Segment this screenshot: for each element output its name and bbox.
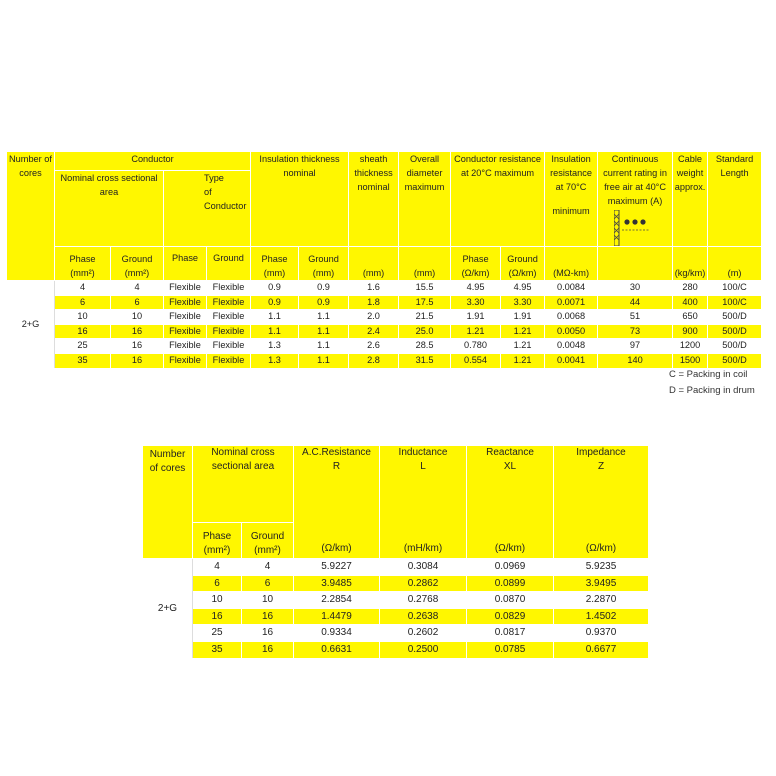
table-cell: Flexible [164, 353, 207, 368]
cable-specification-table [6, 151, 762, 369]
header-number-of-cores: Number of cores [143, 446, 193, 559]
table-cell: 10 [111, 310, 164, 325]
table-cell: 28.5 [399, 339, 451, 354]
table-cell: 21.5 [399, 310, 451, 325]
table-cell: 1.4502 [554, 608, 649, 625]
table-cell: 0.554 [451, 353, 501, 368]
table-cell: 4 [193, 559, 242, 576]
table-cell: Flexible [164, 295, 207, 310]
subheader-diameter-unit: (mm) [399, 247, 451, 281]
table-row [7, 281, 762, 296]
legend-packing-coil: C = Packing in coil [669, 369, 748, 380]
electrical-characteristics-rows [143, 559, 649, 659]
subheader-type-phase: Phase [164, 247, 207, 281]
header-nominal-cross-sectional-area: Nominal cross sectional area [55, 171, 164, 247]
table-row [7, 295, 762, 310]
table-cell: 1.1 [299, 339, 349, 354]
table-cell: 1.1 [299, 310, 349, 325]
table-cell: 2.2854 [294, 592, 380, 609]
unit-impedance: (Ω/km) [585, 543, 617, 554]
table-cell: Flexible [207, 310, 251, 325]
table-cell: 1.21 [501, 353, 545, 368]
header-insulation-resistance [545, 152, 598, 247]
unit-ac-resistance: (Ω/km) [321, 543, 352, 554]
header-nominal-cross-sectional-area: Nominal cross sectional area [193, 446, 294, 523]
table-cell: 17.5 [399, 295, 451, 310]
table-cell: Flexible [207, 281, 251, 296]
table-cell: 1.1 [251, 324, 299, 339]
table-cell: Flexible [207, 353, 251, 368]
table-cell: 900 [673, 324, 708, 339]
table-row [7, 324, 762, 339]
table-cell: 400 [673, 295, 708, 310]
table-cell: 16 [111, 324, 164, 339]
table-cell: 1.21 [501, 324, 545, 339]
subheader-area-ground: Ground (mm²) [111, 247, 164, 281]
header-current-rating [598, 152, 673, 247]
subheader-insulation-phase: Phase (mm) [251, 247, 299, 281]
table-cell: 0.2768 [380, 592, 467, 609]
cores-cell: 2+G [143, 559, 193, 659]
table-cell: 0.2602 [380, 625, 467, 642]
table-cell: 1.91 [451, 310, 501, 325]
table-cell: 16 [111, 339, 164, 354]
table-cell: 16 [242, 641, 294, 658]
subheader-ground: Ground (mm²) [242, 523, 294, 559]
header-type-of-conductor: Type of Conductor [164, 171, 251, 247]
table-cell: 6 [193, 575, 242, 592]
header-standard-length: Standard Length [708, 152, 762, 247]
table-cell: 3.30 [501, 295, 545, 310]
table-cell: 500/D [708, 353, 762, 368]
table-row [143, 608, 649, 625]
table-cell: 6 [55, 295, 111, 310]
table-row [7, 353, 762, 368]
table-cell: 51 [598, 310, 673, 325]
table-cell: 10 [242, 592, 294, 609]
table-cell: 0.9 [251, 295, 299, 310]
table-cell: Flexible [207, 324, 251, 339]
table-cell: 0.9 [299, 295, 349, 310]
table-cell: 97 [598, 339, 673, 354]
table-cell: 1.1 [251, 310, 299, 325]
table-row [7, 310, 762, 325]
table-cell: 500/D [708, 324, 762, 339]
table-cell: 3.9495 [554, 575, 649, 592]
table-cell: 0.0817 [467, 625, 554, 642]
table-row [143, 625, 649, 642]
table-cell: 500/D [708, 310, 762, 325]
insulation-resistance-minimum: minimum [552, 206, 590, 216]
table-cell: 1.1 [299, 324, 349, 339]
table-row [143, 559, 649, 576]
table-cell: 25 [55, 339, 111, 354]
table-row [143, 641, 649, 658]
table-cell: Flexible [164, 310, 207, 325]
unit-inductance: (mH/km) [403, 543, 443, 554]
current-rating-installation-icon [614, 210, 656, 246]
cores-cell: 2+G [7, 281, 55, 369]
table-cell: 1.8 [349, 295, 399, 310]
table-cell: 35 [193, 641, 242, 658]
table-cell: 31.5 [399, 353, 451, 368]
subheader-resistance-phase: Phase (Ω/km) [451, 247, 501, 281]
table-cell: 4.95 [501, 281, 545, 296]
header-overall-diameter: Overall diameter maximum [399, 152, 451, 247]
table-cell: Flexible [207, 339, 251, 354]
table-cell: 16 [55, 324, 111, 339]
table-cell: 4 [242, 559, 294, 576]
table-cell: 16 [242, 625, 294, 642]
table-cell: 280 [673, 281, 708, 296]
table-cell: 35 [55, 353, 111, 368]
table-cell: 10 [193, 592, 242, 609]
table-cell: 1.3 [251, 353, 299, 368]
table-cell: 0.0068 [545, 310, 598, 325]
table-cell: 0.0041 [545, 353, 598, 368]
header-conductor: Conductor [55, 152, 251, 171]
table-cell: 2.8 [349, 353, 399, 368]
table-cell: 0.9 [299, 281, 349, 296]
table-cell: 25.0 [399, 324, 451, 339]
table-cell: 0.0870 [467, 592, 554, 609]
table-cell: 73 [598, 324, 673, 339]
table-cell: 1.3 [251, 339, 299, 354]
table-cell: 500/D [708, 339, 762, 354]
table-cell: 0.780 [451, 339, 501, 354]
table-cell: 10 [55, 310, 111, 325]
table-cell: 1.21 [501, 339, 545, 354]
subheader-length-unit: (m) [708, 247, 762, 281]
table-cell: 5.9227 [294, 559, 380, 576]
table-cell: 16 [111, 353, 164, 368]
table-cell: 0.3084 [380, 559, 467, 576]
table-cell: 15.5 [399, 281, 451, 296]
table-cell: 30 [598, 281, 673, 296]
table-cell: 2.2870 [554, 592, 649, 609]
cable-specification-rows [7, 281, 762, 369]
table-cell: 4.95 [451, 281, 501, 296]
header-reactance: Reactance XL (Ω/km) [467, 446, 554, 559]
table-cell: 16 [193, 608, 242, 625]
subheader-type-ground: Ground [207, 247, 251, 281]
unit-reactance: (Ω/km) [494, 543, 526, 554]
table-cell: 0.9 [251, 281, 299, 296]
header-insulation-thickness: Insulation thickness nominal [251, 152, 349, 247]
legend-packing-drum: D = Packing in drum [669, 385, 755, 396]
table-cell: 140 [598, 353, 673, 368]
table-cell: 44 [598, 295, 673, 310]
table-row [143, 575, 649, 592]
header-inductance: Inductance L (mH/km) [380, 446, 467, 559]
table-cell: 2.0 [349, 310, 399, 325]
table-cell: 0.0050 [545, 324, 598, 339]
header-cable-weight: Cable weight approx. [673, 152, 708, 247]
table-cell: 0.0969 [467, 559, 554, 576]
current-rating-label: Continuous current rating in free air at 40°C maximum (A) [603, 154, 667, 206]
table-cell: 1500 [673, 353, 708, 368]
subheader-resistance-ground: Ground (Ω/km) [501, 247, 545, 281]
subheader-sheath-unit: (mm) [349, 247, 399, 281]
table-cell: 0.0899 [467, 575, 554, 592]
table-cell: 100/C [708, 295, 762, 310]
table-cell: 0.6631 [294, 641, 380, 658]
table-cell: 6 [242, 575, 294, 592]
table-cell: 0.2862 [380, 575, 467, 592]
table-cell: 3.30 [451, 295, 501, 310]
table-cell: 4 [111, 281, 164, 296]
table-cell: 3.9485 [294, 575, 380, 592]
table-cell: 5.9235 [554, 559, 649, 576]
table-cell: 0.2500 [380, 641, 467, 658]
table-cell: 0.6677 [554, 641, 649, 658]
table-cell: 0.0048 [545, 339, 598, 354]
table-cell: 6 [111, 295, 164, 310]
table-cell: 25 [193, 625, 242, 642]
table-cell: 0.2638 [380, 608, 467, 625]
table-cell: 0.0084 [545, 281, 598, 296]
table-cell: 0.9334 [294, 625, 380, 642]
table-cell: 1.21 [451, 324, 501, 339]
header-impedance: Impedance Z (Ω/km) [554, 446, 649, 559]
header-sheath-thickness: sheath thickness nominal [349, 152, 399, 247]
subheader-weight-unit: (kg/km) [673, 247, 708, 281]
table-cell: 100/C [708, 281, 762, 296]
table-cell: 2.6 [349, 339, 399, 354]
table-cell: 0.9370 [554, 625, 649, 642]
subheader-insulation-resistance-unit: (MΩ-km) [545, 247, 598, 281]
table-row [7, 339, 762, 354]
table-cell: 0.0785 [467, 641, 554, 658]
table-cell: 1200 [673, 339, 708, 354]
table-cell: 650 [673, 310, 708, 325]
subheader-phase: Phase (mm²) [193, 523, 242, 559]
subheader-current-rating-unit [598, 247, 673, 281]
table-cell: 1.4479 [294, 608, 380, 625]
table-cell: 0.0071 [545, 295, 598, 310]
table-cell: 0.0829 [467, 608, 554, 625]
header-ac-resistance: A.C.Resistance R (Ω/km) [294, 446, 380, 559]
header-number-of-cores: Number of cores [7, 152, 55, 281]
table-cell: 4 [55, 281, 111, 296]
subheader-area-phase: Phase (mm²) [55, 247, 111, 281]
insulation-resistance-label: Insulation resistance at 70°C [550, 154, 592, 192]
table-row [143, 592, 649, 609]
table-cell: 1.1 [299, 353, 349, 368]
table-cell: 2.4 [349, 324, 399, 339]
table-cell: 1.91 [501, 310, 545, 325]
table-cell: Flexible [164, 281, 207, 296]
header-conductor-resistance: Conductor resistance at 20°C maximum [451, 152, 545, 247]
table-cell: Flexible [164, 324, 207, 339]
table-cell: 1.6 [349, 281, 399, 296]
table-cell: Flexible [207, 295, 251, 310]
table-cell: 16 [242, 608, 294, 625]
table-cell: Flexible [164, 339, 207, 354]
electrical-characteristics-table [142, 445, 649, 659]
subheader-insulation-ground: Ground (mm) [299, 247, 349, 281]
